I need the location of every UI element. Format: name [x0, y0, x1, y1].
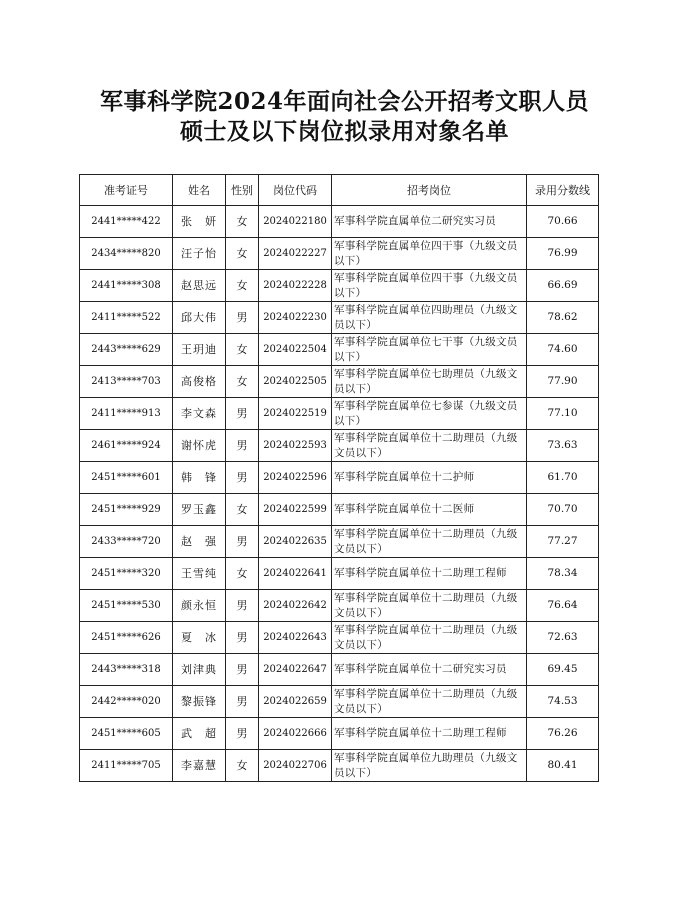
cell-post: 军事科学院直属单位七参谋（九级文员以下）: [332, 398, 527, 430]
cell-name: 邱大伟: [173, 302, 226, 334]
cell-gender: 女: [226, 238, 259, 270]
cell-exam-id: 2451*****601: [80, 462, 173, 494]
cell-post-code: 2024022641: [259, 558, 332, 590]
cell-post: 军事科学院直属单位十二助理员（九级文员以下）: [332, 686, 527, 718]
cell-gender: 女: [226, 366, 259, 398]
cell-post: 军事科学院直属单位七助理员（九级文员以下）: [332, 366, 527, 398]
cell-gender: 男: [226, 718, 259, 750]
table-row: [80, 430, 599, 462]
table-row: [80, 302, 599, 334]
column-header-exam-id: 准考证号: [80, 175, 173, 206]
cell-gender: 男: [226, 430, 259, 462]
cell-name: 韩 锋: [173, 462, 226, 494]
cell-name: 王雪纯: [173, 558, 226, 590]
cell-exam-id: 2451*****605: [80, 718, 173, 750]
cell-name: 夏 冰: [173, 622, 226, 654]
cell-gender: 女: [226, 206, 259, 238]
cell-post-code: 2024022505: [259, 366, 332, 398]
cell-post: 军事科学院直属单位二研究实习员: [332, 206, 527, 238]
cell-gender: 男: [226, 462, 259, 494]
cell-score: 70.66: [527, 206, 599, 238]
document-title-line1: 军事科学院2024年面向社会公开招考文职人员: [99, 88, 589, 115]
table-row: [80, 334, 599, 366]
cell-exam-id: 2451*****929: [80, 494, 173, 526]
admission-table: [79, 174, 599, 782]
column-header-gender: 性别: [226, 175, 259, 206]
table-row: [80, 686, 599, 718]
cell-exam-id: 2441*****422: [80, 206, 173, 238]
table-row: [80, 750, 599, 782]
table-row: [80, 462, 599, 494]
table-body: [80, 206, 599, 782]
cell-score: 72.63: [527, 622, 599, 654]
table-row: [80, 206, 599, 238]
cell-exam-id: 2443*****318: [80, 654, 173, 686]
cell-post: 军事科学院直属单位十二助理工程师: [332, 718, 527, 750]
column-header-post: 招考岗位: [332, 175, 527, 206]
cell-post-code: 2024022227: [259, 238, 332, 270]
column-header-name: 姓名: [173, 175, 226, 206]
table-row: [80, 398, 599, 430]
cell-exam-id: 2411*****522: [80, 302, 173, 334]
cell-gender: 男: [226, 526, 259, 558]
cell-post: 军事科学院直属单位七干事（九级文员以下）: [332, 334, 527, 366]
cell-post: 军事科学院直属单位四干事（九级文员以下）: [332, 270, 527, 302]
cell-score: 77.10: [527, 398, 599, 430]
cell-post-code: 2024022635: [259, 526, 332, 558]
column-header-post-code: 岗位代码: [259, 175, 332, 206]
cell-post-code: 2024022706: [259, 750, 332, 782]
cell-score: 77.90: [527, 366, 599, 398]
cell-gender: 女: [226, 750, 259, 782]
cell-gender: 女: [226, 334, 259, 366]
cell-gender: 男: [226, 622, 259, 654]
cell-post-code: 2024022180: [259, 206, 332, 238]
table-row: [80, 238, 599, 270]
cell-score: 74.53: [527, 686, 599, 718]
cell-name: 刘津典: [173, 654, 226, 686]
table-header-row: [80, 175, 599, 206]
cell-post-code: 2024022228: [259, 270, 332, 302]
cell-name: 黎振锋: [173, 686, 226, 718]
cell-exam-id: 2451*****530: [80, 590, 173, 622]
cell-name: 王玥迪: [173, 334, 226, 366]
cell-post: 军事科学院直属单位九助理员（九级文员以下）: [332, 750, 527, 782]
cell-score: 76.64: [527, 590, 599, 622]
cell-score: 76.99: [527, 238, 599, 270]
cell-score: 80.41: [527, 750, 599, 782]
cell-exam-id: 2411*****705: [80, 750, 173, 782]
cell-post: 军事科学院直属单位四助理员（九级文员以下）: [332, 302, 527, 334]
cell-exam-id: 2451*****626: [80, 622, 173, 654]
cell-exam-id: 2442*****020: [80, 686, 173, 718]
table-row: [80, 558, 599, 590]
document-title-line2: 硕士及以下岗位拟录用对象名单: [180, 118, 509, 145]
cell-post: 军事科学院直属单位十二研究实习员: [332, 654, 527, 686]
cell-name: 罗玉鑫: [173, 494, 226, 526]
cell-exam-id: 2451*****320: [80, 558, 173, 590]
table-row: [80, 590, 599, 622]
table-row: [80, 622, 599, 654]
cell-name: 张 妍: [173, 206, 226, 238]
cell-post-code: 2024022504: [259, 334, 332, 366]
cell-gender: 女: [226, 270, 259, 302]
cell-name: 武 超: [173, 718, 226, 750]
cell-gender: 女: [226, 494, 259, 526]
cell-post-code: 2024022593: [259, 430, 332, 462]
cell-post: 军事科学院直属单位四干事（九级文员以下）: [332, 238, 527, 270]
cell-post: 军事科学院直属单位十二助理员（九级文员以下）: [332, 430, 527, 462]
cell-post: 军事科学院直属单位十二助理员（九级文员以下）: [332, 526, 527, 558]
cell-score: 61.70: [527, 462, 599, 494]
cell-post-code: 2024022647: [259, 654, 332, 686]
cell-name: 赵思远: [173, 270, 226, 302]
cell-score: 74.60: [527, 334, 599, 366]
cell-gender: 男: [226, 590, 259, 622]
cell-post: 军事科学院直属单位十二助理工程师: [332, 558, 527, 590]
table-row: [80, 526, 599, 558]
table-row: [80, 494, 599, 526]
cell-gender: 女: [226, 558, 259, 590]
cell-post-code: 2024022599: [259, 494, 332, 526]
cell-post-code: 2024022642: [259, 590, 332, 622]
cell-post: 军事科学院直属单位十二助理员（九级文员以下）: [332, 622, 527, 654]
cell-name: 汪子怡: [173, 238, 226, 270]
cell-exam-id: 2433*****720: [80, 526, 173, 558]
table-row: [80, 366, 599, 398]
cell-name: 李嘉慧: [173, 750, 226, 782]
cell-name: 赵 强: [173, 526, 226, 558]
cell-gender: 男: [226, 302, 259, 334]
cell-score: 66.69: [527, 270, 599, 302]
cell-name: 颜永恒: [173, 590, 226, 622]
cell-post-code: 2024022666: [259, 718, 332, 750]
cell-name: 李文森: [173, 398, 226, 430]
cell-post: 军事科学院直属单位十二助理员（九级文员以下）: [332, 590, 527, 622]
cell-score: 77.27: [527, 526, 599, 558]
cell-score: 70.70: [527, 494, 599, 526]
cell-score: 76.26: [527, 718, 599, 750]
cell-name: 高俊格: [173, 366, 226, 398]
cell-score: 69.45: [527, 654, 599, 686]
cell-post: 军事科学院直属单位十二医师: [332, 494, 527, 526]
cell-gender: 男: [226, 654, 259, 686]
cell-exam-id: 2443*****629: [80, 334, 173, 366]
cell-score: 73.63: [527, 430, 599, 462]
cell-score: 78.62: [527, 302, 599, 334]
cell-exam-id: 2441*****308: [80, 270, 173, 302]
cell-gender: 男: [226, 686, 259, 718]
table-row: [80, 654, 599, 686]
cell-exam-id: 2413*****703: [80, 366, 173, 398]
cell-post-code: 2024022659: [259, 686, 332, 718]
cell-gender: 男: [226, 398, 259, 430]
cell-exam-id: 2411*****913: [80, 398, 173, 430]
table-row: [80, 270, 599, 302]
cell-score: 78.34: [527, 558, 599, 590]
column-header-score: 录用分数线: [527, 175, 599, 206]
cell-name: 谢怀虎: [173, 430, 226, 462]
cell-post-code: 2024022596: [259, 462, 332, 494]
cell-post-code: 2024022643: [259, 622, 332, 654]
cell-exam-id: 2434*****820: [80, 238, 173, 270]
cell-post: 军事科学院直属单位十二护师: [332, 462, 527, 494]
table-row: [80, 718, 599, 750]
cell-exam-id: 2461*****924: [80, 430, 173, 462]
cell-post-code: 2024022230: [259, 302, 332, 334]
cell-post-code: 2024022519: [259, 398, 332, 430]
